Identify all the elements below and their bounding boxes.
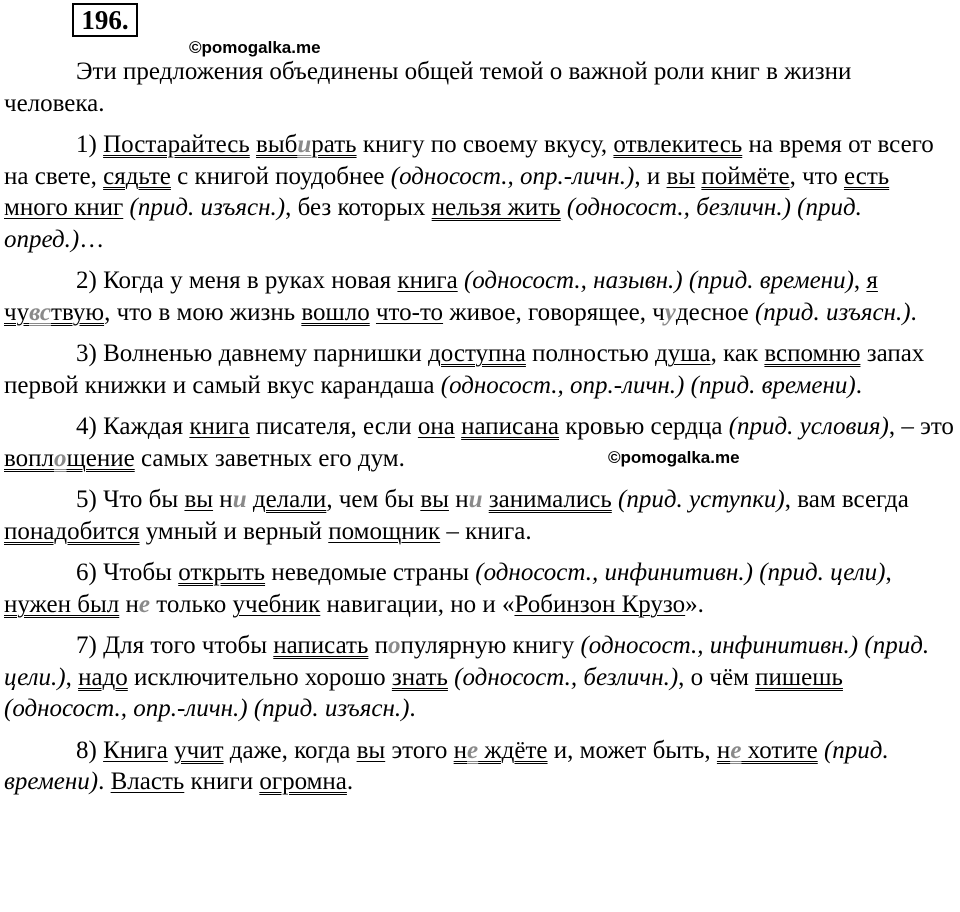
text-run: пулярную книгу [400,632,581,659]
text-run: – книга. [440,517,532,545]
text-run: и, может быть, [547,736,717,764]
clause-note: (односост., безличн.) (прид. опред.) [4,194,862,253]
text-run: даже, когда [223,736,357,764]
text-run: только [149,590,233,618]
text-run: умный и верный [139,517,329,545]
subject-word: она [417,413,455,440]
text-run: , [65,663,79,691]
predicate-word: написать [273,632,369,659]
predicate-word: выб [256,131,298,158]
clause-note: (прид. изъясн.) [129,194,286,221]
text-run: н [119,590,139,618]
text-run: … [79,225,105,253]
clause-note: (односост., опр.-личн.) (прид. изъясн.) [4,695,410,722]
clause-note: (прид. изъясн.) [754,298,911,326]
text-run: Эти предложения объединены общей темой о важной роли книг в жизни человека. [4,58,852,117]
predicate-word: есть [844,162,890,190]
sentence-8 [4,735,958,798]
clause-note: (односост., назывн.) (прид. времени) [463,267,854,294]
exercise-text [4,56,958,808]
intro-paragraph [4,56,958,119]
text-run: самых заветных его дум. [134,444,405,472]
sentence-1 [4,129,958,255]
text-run: кровью сердца [559,413,729,440]
predicate-word: ждёте [478,736,548,764]
text-run: . [910,298,917,326]
sentence-5 [4,484,958,547]
exercise-number: 196. [72,3,138,37]
sentence-7 [4,630,958,725]
predicate-word: щение [66,444,135,472]
predicate-word: занимались [488,486,612,513]
subject-word: Робинзон Крузо [514,590,686,618]
text-run: п [368,632,388,659]
clause-note: (односост., инфинитивн.) (прид. цели.) [4,632,930,691]
sentence-3 [4,338,958,401]
text-run: ». [685,590,704,618]
sentence-4 [4,411,958,474]
predicate-word: Постарайтесь [103,131,250,158]
text-run: 7) Для того чтобы [76,632,274,659]
text-run: 1) [76,131,104,158]
clause-note: (односост., инфинитивн.) (прид. цели) [475,559,886,586]
clause-note: (односост., опр.-личн.) (прид. времени) [440,371,856,399]
text-run: , [885,559,892,586]
predicate-word: вопл [4,444,54,472]
clause-note: (односост., опр.-личн.) [390,162,635,190]
text-run: с книгой поудобнее [170,162,391,190]
predicate-word: чу [4,298,30,326]
predicate-word: делали [252,486,327,513]
highlighted-letter: и [468,486,483,513]
text-run: на время от всего на свете, [4,131,934,190]
text-run: писателя, если [249,413,418,440]
subject-word: вы [666,162,696,190]
predicate-word: огромна [259,768,347,795]
text-run: , вам всегда [784,486,909,513]
predicate-word: вспомню [764,340,861,367]
subject-word: много книг [4,194,124,221]
text-run: 2) Когда у меня в руках новая [76,267,398,294]
clause-note: (прид. уступки) [618,486,785,513]
highlighted-letter: о [388,632,401,659]
text-run: . [98,768,111,795]
text-run: , что [789,162,845,190]
text-run: , и [634,162,667,190]
text-run: , [853,267,867,294]
predicate-word: хотите [741,736,818,764]
text-run: , – это [888,413,954,440]
predicate-word: поймёте [701,162,790,190]
text-run: , о чём [678,663,756,691]
subject-word: книга [189,413,250,440]
watermark-top: ©pomogalka.me [189,38,321,57]
subject-word: Власть [110,768,185,795]
predicate-word: пишешь [755,663,843,691]
text-run: н [213,486,233,513]
clause-note: (прид. времени) [4,736,889,795]
text-run: , чем бы [326,486,421,513]
text-run: , без которых [285,194,432,221]
text-run: полностью [525,340,656,367]
text-run: запах первой книжки и самый вкус карандаша [4,340,925,399]
text-run: неведомые страны [265,559,476,586]
text-run: навигации, но и « [320,590,515,618]
predicate-word: н [453,736,468,764]
predicate-word: н [716,736,731,764]
subject-word: вы [420,486,449,513]
watermark-middle: ©pomogalka.me [608,448,740,467]
highlighted-letter: вс [29,298,52,326]
predicate-word: доступна [428,340,526,367]
text-run: . [855,371,862,399]
predicate-word: нужен был [4,590,120,618]
clause-note: (прид. условия) [728,413,889,440]
subject-word: вы [184,486,214,513]
text-run: 5) Что бы [76,486,185,513]
sentence-6 [4,557,958,620]
text-run: . [409,695,416,722]
text-run: десное [675,298,755,326]
highlighted-letter: о [54,444,67,472]
predicate-word: сядьте [103,162,171,190]
sentence-2 [4,265,958,328]
highlighted-letter: и [297,131,312,158]
subject-word: я [866,267,878,294]
predicate-word: твую [51,298,105,326]
text-run: 6) Чтобы [76,559,179,586]
predicate-word: отвлекитесь [613,131,743,158]
subject-word: Книга [103,736,168,764]
text-run: , что в мою жизнь [104,298,302,326]
text-run: этого [385,736,454,764]
predicate-word: написана [461,413,560,440]
text-run: н [448,486,469,513]
text-run: книги [184,768,260,795]
subject-word: учебник [232,590,321,618]
text-run: живое, говорящее, ч [443,298,665,326]
predicate-word: понадобится [4,517,140,545]
clause-note: (односост., безличн.) [454,663,679,691]
highlighted-letter: у [664,298,676,326]
highlighted-letter: е [467,736,479,764]
predicate-word: вошло [301,298,370,326]
subject-word: вы [356,736,386,764]
predicate-word: рать [311,131,357,158]
subject-word: душа [655,340,711,367]
text-run: . [346,768,354,795]
highlighted-letter: е [138,590,150,618]
text-run: , как [710,340,765,367]
text-run: книгу по своему вкусу, [356,131,614,158]
highlighted-letter: е [730,736,742,764]
predicate-word: нельзя жить [431,194,561,221]
subject-word: помощник [328,517,441,545]
predicate-word: надо [78,663,128,691]
text-run: 4) Каждая [76,413,190,440]
predicate-word: учит [174,736,224,764]
text-run: 3) Волненью давнему парнишки [76,340,429,367]
predicate-word: знать [391,663,448,691]
subject-word: что-то [375,298,444,326]
text-run: 8) [76,736,104,764]
predicate-word: открыть [178,559,266,586]
highlighted-letter: и [232,486,247,513]
text-run: исключительно хорошо [127,663,392,691]
subject-word: книга [397,267,458,294]
